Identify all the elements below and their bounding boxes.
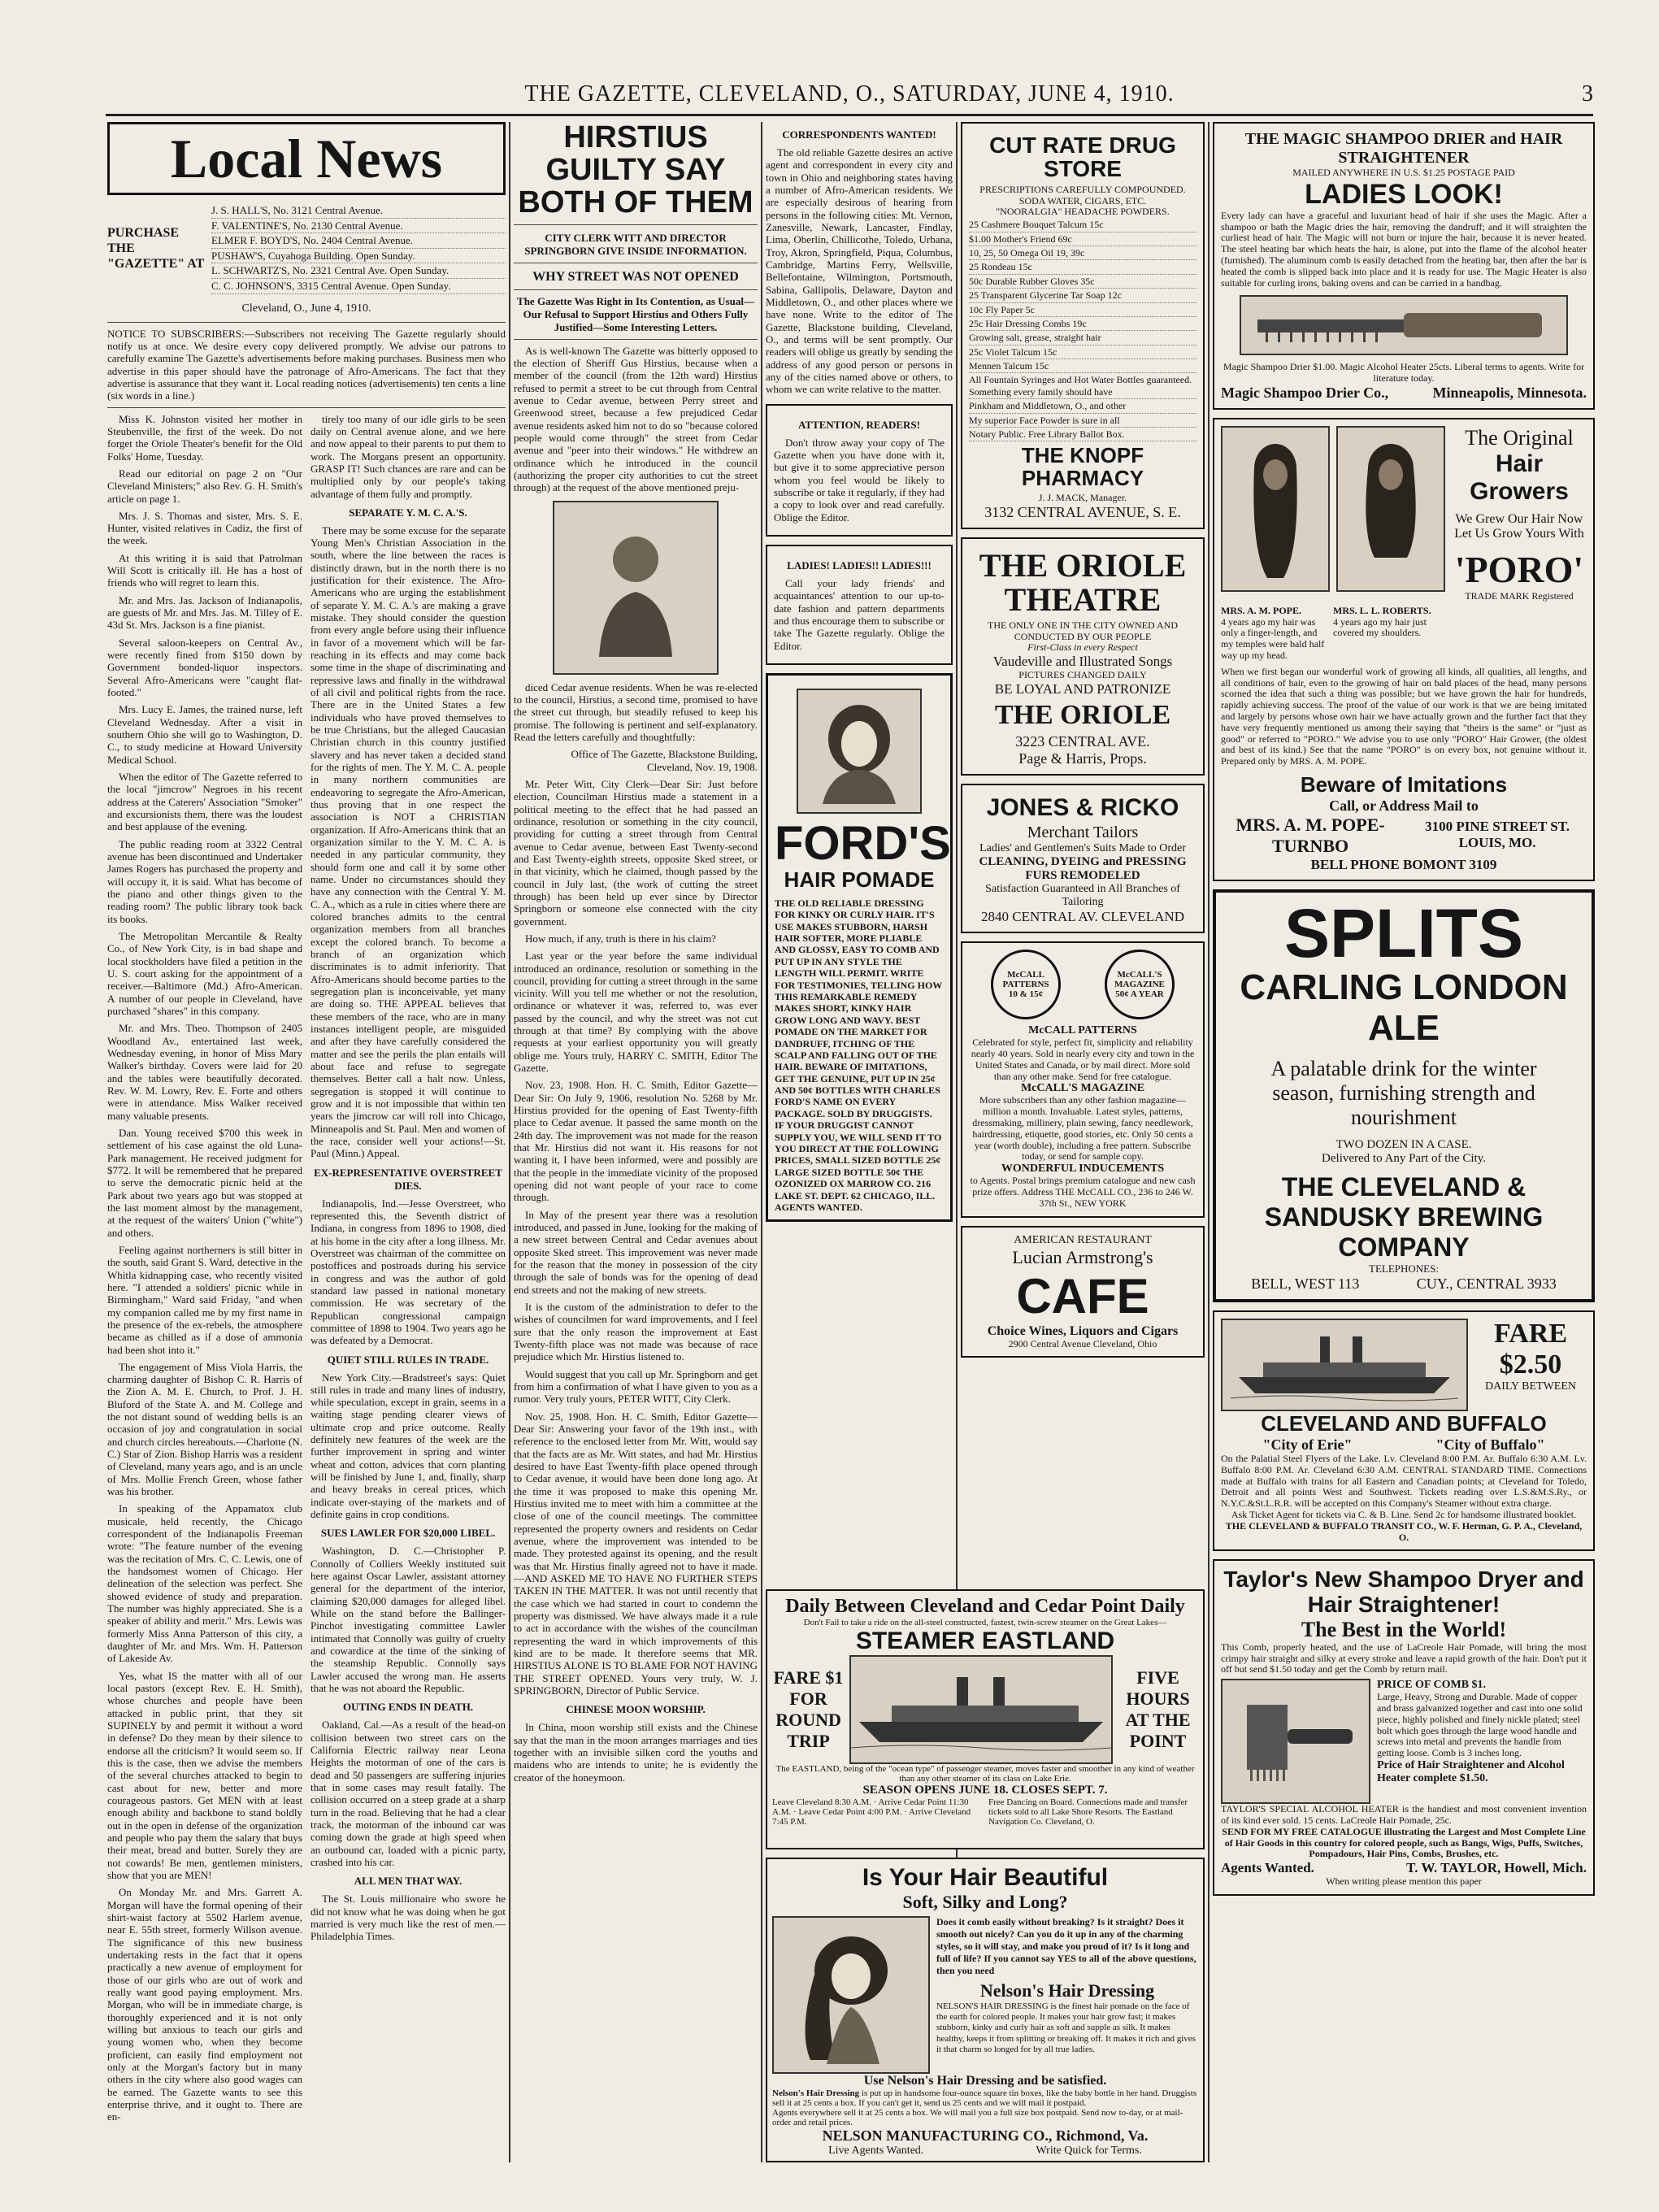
news-item: Mr. and Mrs. Theo. Thompson of 2405 Woodland Av., entertained last week, Wednesday evening, in honor of Miss Mary Walker's birthday. Covers were laid for 20 and the tables were beautifully decorated. Rev. W. M. Lowry, Rev. E. Forte and others were in attendance. Miss Walker received many valuable presents.: [107, 1022, 302, 1122]
poro-title-block: [1452, 426, 1587, 602]
cb-text: On the Palatial Steel Flyers of the Lake. Lv. Cleveland 8:00 P.M. Ar. Buffalo 6:30 A.M. Lv. Buffalo 8:00 P.M. Ar. Cleveland 6:30 A.M. CENTRAL STANDARD TIME. Connections made at Buffalo with trains for all Eastern and Canadian points; at Cleveland for Toledo, Detroit and all points West and Southwest. Tickets reading over L.S.&M.S.Ry., or N.Y.C.&St.L.R.R. will be accepted on this Company's Steamer without extra charge.: [1221, 1452, 1587, 1510]
section-heading: QUIET STILL RULES IN TRADE.: [327, 1353, 489, 1366]
news-item: Feeling against northerners is still bitter in the south, said Grant S. Ward, detective in the Whitla kidnapping case, who recently visited here. "I attended a soldiers' picnic while in Birmingham," Ward said Friday, "and when my companion called me by my first name in the presence of the ex-rebels, the atmosphere became as chilled as if a dose of ammonia had been shot into it.": [107, 1243, 302, 1356]
news-item: Miss K. Johnston visited her mother in Steubenville, the first of the week. Do not forget the Oriole Theater's benefit for the Old Folks' Home, Tuesday.: [107, 412, 302, 463]
comb-illustration: [1240, 295, 1568, 355]
correspondents-text: The old reliable Gazette desires an active agent and correspondent in every city and town in Ohio and neighboring states having a number of Afro-American residents. We are especially desirous of hearing from persons in the following cities: Mt. Vernon, Zanesville, Newark, Lancaster, Findlay, Lima, Oberlin, Chillicothe, Toledo, Urbana, Troy, Akron, Springfield, Piqua, Columbus, Cambridge, Martins Ferry, Wellsville, Bellefontaine, Wilmington, Portsmouth, Sabina, Gallipolis, Delaware, Dayton and Middletown, O., and other places where we have none. Write to the editor of The Gazette, Blackstone building, Cleveland, O., and terms will be sent promptly. Our readers will oblige us greatly by sending the address of any good person or persons in any of the cities named above or others, to whom we can write relative to the matter.: [766, 146, 953, 396]
masthead: [106, 81, 1593, 116]
fords-text: THE OLD RELIABLE DRESSING FOR KINKY OR CURLY HAIR. IT'S USE MAKES STUBBORN, HARSH HAIR SOFTER, MORE PLIABLE AND GLOSSY, EASY TO COMB AND PUT UP IN ANY STYLE THE LENGTH WILL PERMIT. WRITE FOR TESTIMONIES, TELLING HOW THIS REMARKABLE REMEDY MAKES SHORT, KINKY HAIR GROW LONG AND WAVY. BEST POMADE ON THE MARKET FOR DANDRUFF, ITCHING OF THE SCALP AND FALLING OUT OF THE HAIR. BEWARE OF IMITATIONS, GET THE GENUINE, PUT UP IN 25¢ AND 50¢ BOTTLES WITH CHARLES FORD'S NAME ON EVERY PACKAGE. SOLD BY DRUGGISTS. IF YOUR DRUGGIST CANNOT SUPPLY YOU, WE WILL SEND IT TO YOU DIRECT AT THE FOLLOWING PRICES, SMALL SIZED BOTTLE 25¢ LARGE SIZED BOTTLE 50¢ THE OZONIZED OX MARROW CO. 216 LAKE ST. DEPT. 62 CHICAGO, ILL. AGENTS WANTED.: [775, 897, 943, 1213]
news-item: Mrs. J. S. Thomas and sister, Mrs. S. E. Hunter, visited relatives in Cadiz, the first of the week.: [107, 509, 302, 547]
steamer-icon: [851, 1665, 1111, 1754]
splits-ad: [1213, 889, 1595, 1302]
price-item: 50c Durable Rubber Gloves 35c: [969, 275, 1196, 289]
taylor-text: This Comb, properly heated, and the use of LaCreole Hair Pomade, will bring the most crimpy hair straight and silky at every stroke and leave a rapid growth of the hair. Don't put it off but send $1.50 today and get the Comb by return mail.: [1221, 1641, 1587, 1675]
jones-line: Ladies' and Gentlemen's Suits Made to Order: [979, 842, 1186, 855]
divider: [514, 224, 758, 225]
article-text: Nov. 25, 1908. Hon. H. C. Smith, Editor Gazette—Dear Sir: Answering your favor of the 19th inst., with reference to the enclosed letter from Mr. Witt, would say that the facts are as Mr. Witt states, and had Mr. Hirstius desired to have East Twenty-fifth place opened through to Cedar avenue, it would have been done long ago. At the time it was proposed to make this opening Mr. Hirstius invited me to meet with him a committee at the close of one of the council meetings. The committee represented the property owners and residents on Cedar avenue, where the improvement was intended to be made. They protested against its opening, and the result was that Mr. Hirstius finally agreed not to have it made.—AND ASKED ME TO HAVE NO FURTHER STEPS TAKEN IN THE MATTER. It was not until recently that the case which we had started in court to condemn the property was dismissed. We have always made it a rule to act in accordance with the wishes of the councilman representing the ward in which improvements of this kind are to be made. It therefore seems that MR. HIRSTIUS ALONE IS TO BLAME FOR NOT HAVING THE STREET OPENED. Yours very truly, W. J. SPRINGBORN, Director of Public Service.: [514, 1410, 758, 1697]
divider: [107, 407, 506, 408]
divider: [514, 339, 758, 340]
column-rule: [761, 122, 762, 2162]
column-rule: [509, 122, 510, 2162]
ladies-box: [766, 545, 953, 665]
news-item: Mr. and Mrs. Jas. Jackson of Indianapolis, are guests of Mr. and Mrs. Jas. M. Tilley of E. 43d St. Mrs. Jackson is a fine pianist.: [107, 593, 302, 632]
oriole-sub: THE ONLY ONE IN THE CITY OWNED AND CONDUCTED BY OUR PEOPLE: [988, 619, 1178, 642]
article-text: As is well-known The Gazette was bitterly opposed to the election of Sheriff Gus Hirstius, because when a member of the council (from the 12th ward) Hirstius refused to permit a street to be cut through from Central avenue to Cedar avenue, between Perry street and Greenwood street, because a few prejudiced Cedar avenue residents asked him not to do so "because colored people would come through" the street from Cedar avenue and "peer into their windows." He withdrew an ordinance which he introduced in the council (authorizing the proper city authorities to cut the street through) at the request of the above mentioned preju-: [514, 344, 758, 494]
poro-photo-roberts: [1336, 426, 1445, 592]
article-text: Would suggest that you call up Mr. Springborn and get from him a confirmation of what I have given to you as a rumor. Very truly yours, PETER WITT, City Clerk.: [514, 1367, 758, 1406]
eastland-schedule-left: Leave Cleveland 8:30 A.M. · Arrive Cedar Point 11:30 A.M. · Leave Cedar Point 4:00 P.M. · Arrive Cleveland 7:45 P.M.: [772, 1797, 971, 1827]
news-item: The public reading room at 3322 Central avenue has been discontinued and Undertaker James Rogers has purchased the property and will occupy it, it is said. What has become of the piano and other things given to the reading room? The public library took back its books.: [107, 837, 302, 925]
price-item: 25 Transparent Glycerine Tar Soap 12c: [969, 289, 1196, 302]
splits-deliv: Delivered to Any Part of the City.: [1322, 1151, 1486, 1165]
local-news-title: Local News: [170, 128, 443, 189]
eastland-middle: [772, 1655, 1198, 1764]
cafe-sub: AMERICAN RESTAURANT: [1014, 1233, 1152, 1246]
eastland-ad: [766, 1589, 1205, 1849]
poro-call: Call, or Address Mail to: [1329, 797, 1479, 814]
oriole-address: 3223 CENTRAL AVE.: [1015, 732, 1150, 750]
woman-portrait-icon: [814, 698, 904, 804]
portrait-photo-icon: [587, 519, 684, 657]
drug-store-title: CUT RATE DRUG STORE: [989, 133, 1176, 182]
magic-footer: Magic Shampoo Drier $1.00. Magic Alcohol Heater 25cts. Liberal terms to agents. Write for literature today.: [1223, 361, 1585, 385]
taylor-name: T. W. TAYLOR, Howell, Mich.: [1406, 1860, 1587, 1876]
fords-ad: [766, 673, 953, 1223]
splits-tel: TELEPHONES:: [1369, 1262, 1439, 1275]
comb-icon: [1231, 1688, 1361, 1794]
news-item: When the editor of The Gazette referred to the local "jimcrow" Negroes in his recent address at the Caterers' Association "Smoker" and excursionists them, there was the loudest and best applause of the evening.: [107, 771, 302, 833]
article-text: In China, moon worship still exists and the Chinese say that the man in the moon arranges marriages and ties together with an invisible silken cord the youths and maidens who are intends to unite; he is evidently the creator of the honeymoon.: [514, 1721, 758, 1784]
masthead-title: THE GAZETTE, CLEVELAND, O., SATURDAY, JUNE 4, 1910.: [524, 81, 1175, 106]
taylor-comb: [1221, 1679, 1370, 1804]
headline: HIRSTIUS GUILTY SAY BOTH OF THEM: [518, 122, 753, 219]
article-text: Indianapolis, Ind.—Jesse Overstreet, who represented this, the Seventh district of Indiana, in congress from 1896 to 1908, died at his home in the city after a long illness. Mr. Overstreet was chairman of the committee on postoffices and postroads during his service in congress and was the author of gold standard law passed in national monetary commission. He was secretary of the Republican congressional campaign committee of 1898 to 1904. Two years ago he was defeated by a Democrat.: [311, 1197, 506, 1347]
oriole-title: THE ORIOLE THEATRE: [979, 546, 1187, 618]
article-text: diced Cedar avenue residents. When he was re-elected to the council, Hirstius, a second time, promised to have the street cut through, but steadily refused to keep his promise. The following is pertinent and self-explanatory. Read the letters carefully and thoughtfully:: [514, 680, 758, 743]
taylor-mention: When writing please mention this paper: [1326, 1875, 1482, 1888]
steamer-illustration: [1221, 1319, 1468, 1411]
price-item: $1.00 Mother's Friend 69c: [969, 232, 1196, 246]
column-hirstius: [514, 122, 758, 2162]
woman-hair-icon: [790, 1926, 912, 2064]
cleveland-buffalo-ad: [1213, 1310, 1595, 1551]
column-local-news: [107, 122, 506, 2162]
eastland-season: SEASON OPENS JUNE 18. CLOSES SEPT. 7.: [862, 1784, 1108, 1797]
deck: CITY CLERK WITT AND DIRECTOR SPRINGBORN GIVE INSIDE INFORMATION.: [524, 231, 747, 257]
news-item: Dan. Young received $700 this week in settlement of his case against the old Luna-Park management. He received judgment for $772. It will be remembered that he prepared to serve the democratic picnic held at the Park about two years ago but was stopped at the last moment almost by the management, at the request of the waiters' Union ("white") and others.: [107, 1126, 302, 1239]
cb-fare-block: [1474, 1319, 1587, 1411]
local-news-header: [107, 122, 506, 195]
poro-ad: [1213, 418, 1595, 881]
taylor-footer-row: [1221, 1860, 1587, 1876]
poro-phone: BELL PHONE BOMONT 3109: [1310, 856, 1497, 872]
price-item: 25 Cashmere Bouquet Talcum 15c: [969, 218, 1196, 232]
drug-price-list: [969, 218, 1196, 441]
nelsons-agents-line: Agents everywhere sell it at 25 cents a box. We will mail you a full size box postpaid. Send now to-day, or at mail-order and retail prices.: [772, 2108, 1183, 2127]
woman-photo-icon: [1235, 436, 1316, 582]
nelsons-head: Is Your Hair Beautiful: [862, 1864, 1109, 1891]
poro-text: When we first began our wonderful work of growing all kinds, all qualities, all lengths, and all conditions of hair, even to the growing of hair on bald places of the head, many persons scorned the idea that such a thing was possible; but we have grown the hair for hundreds, rapidly achieving success. The proof of the value of our work is that we are being imitated and largely by persons whose own hair we have actually grown and the further fact that they have very frequently mentioned us among their saying that "theirs is the same" or "just as good" or referred to "PORO." We advise you to use only "PORO" Hair Grower, (the oldest and best of its kind.) See that the name "PORO" is on every box, not genuine without it. Prepared only by MRS. A. M. POPE.: [1221, 665, 1587, 767]
jones-sub: Merchant Tailors: [1027, 824, 1139, 842]
splits-cuy: CUY., CENTRAL 3933: [1416, 1275, 1557, 1292]
jones-ricko-ad: [961, 784, 1205, 934]
eastland-schedule: [772, 1797, 1198, 1827]
article-text: How much, if any, truth is there in his claim?: [525, 932, 716, 945]
magic-company: Magic Shampoo Drier Co.,: [1221, 384, 1389, 401]
column-notices: [766, 122, 953, 2162]
cb-daily: DAILY BETWEEN: [1485, 1380, 1576, 1393]
eastland-ship-illustration: [849, 1655, 1113, 1764]
nelsons-body: [772, 1916, 1198, 2074]
article-text: It is the custom of the administration to defer to the wishes of councilmen for ward improvements, and I feel sure that the only reason the improvement at East Twenty-fifth place was not made was because of race prejudice which Mr. Hirstius listened to.: [514, 1301, 758, 1363]
splits-two: TWO DOZEN IN A CASE.: [1335, 1137, 1472, 1151]
nelsons-text2: is put up in handsome four-ounce square tin boxes, like the baby bottle in her hand. Druggists sell it at 25 cents a box. If you can't get it, send us 25 cents and we will mail it postpaid.: [772, 2088, 1197, 2108]
woman-photo-icon: [1350, 436, 1431, 582]
divider: [107, 322, 506, 323]
price-item: 10c Fly Paper 5c: [969, 303, 1196, 317]
attention-box: [766, 404, 953, 537]
splits-bell: BELL, WEST 113: [1251, 1275, 1360, 1292]
deck: WHY STREET WAS NOT OPENED: [532, 269, 739, 284]
cafe-line: Choice Wines, Liquors and Cigars: [987, 1323, 1179, 1338]
poro-address1: MRS. A. M. POPE-TURNBO: [1236, 814, 1385, 856]
eastland-sub: Don't Fail to take a ride on the all-steel constructed, fastest, twin-screw steamer on the Great Lakes—: [803, 1618, 1167, 1627]
local-news-col-a: [107, 413, 302, 2128]
jones-line: Satisfaction Guaranteed in All Branches of Tailoring: [985, 883, 1180, 909]
section-heading: EX-REPRESENTATIVE OVERSTREET DIES.: [314, 1166, 502, 1192]
cb-erie: "City of Erie": [1262, 1436, 1353, 1453]
purchase-place: J. S. HALL'S, No. 3121 Central Avenue.: [211, 203, 506, 219]
nelsons-name: Nelson's Hair Dressing: [979, 1980, 1155, 2001]
nelsons-sub: Soft, Silky and Long?: [902, 1892, 1068, 1912]
notice-text: NOTICE TO SUBSCRIBERS:—Subscribers not receiving The Gazette regularly should notify us at once. We desire every copy delivered promptly. We advise our patrons to carefully examine The Gazette's advertisements before making purchases. Business men who advertise in this paper should have the patronage of Afro-Americans. The fact that they advertise is assurance that they want it. Local reading notices (advertisements) ten cents a line (six words in a line.): [107, 327, 506, 402]
taylor-price2: Price of Hair Straightener and Alcohol Heater complete $1.50.: [1377, 1759, 1565, 1785]
eastland-schedule-right: Free Dancing on Board. Connections made and transfer tickets sold to all Lake Shore Resorts. The Eastland Navigation Co. Cleveland, O.: [988, 1797, 1188, 1827]
news-item: Several saloon-keepers on Central Av., were recently fined from $150 down by Government bonded-liquor inspectors. Several Afro-Americans were "caught flat-footed.": [107, 636, 302, 699]
taylor-agents: Agents Wanted.: [1221, 1860, 1314, 1876]
poro-head2: Hair Growers: [1470, 450, 1569, 505]
news-item: tirely too many of our idle girls to be seen daily on Central avenue alone, and we here and now appeal to their parents to put them to work. The Morgans present an opportunity. GRASP IT! Such chances are rare and can be multiplied only by our people's taking advantage of them fully and promptly.: [311, 412, 506, 500]
eastland-fare: FARE $1 FOR ROUND TRIP: [773, 1667, 844, 1751]
oriole-pictures: PICTURES CHANGED DAILY: [1018, 669, 1147, 681]
fords-product: HAIR POMADE: [784, 867, 935, 892]
purchase-place: C. C. JOHNSON'S, 3315 Central Avenue. Open Sunday.: [211, 279, 506, 294]
column-rule: [1208, 122, 1210, 2162]
poro-cap1: MRS. A. M. POPE.: [1221, 604, 1301, 616]
cafe-ad: [961, 1226, 1205, 1358]
page-number: 3: [1582, 81, 1593, 106]
woman-portrait: [797, 689, 922, 814]
article-text: There may be some excuse for the separate Young Men's Christian Association in the south, where the line between the races is distinctly drawn, but in the north there is no justification for their existence. The Afro-Americans who are urging the establishment of separate Y. M. C. A.'s are making a grave mistake. They should consider the question from every angle before using their influence in favor of a movement which will be far-reaching in its effects and may come back some time in the shape of discriminating and repressive laws and finally in the withdrawal of all civil and political rights from the race. There are in the United States a few individuals who have proved themselves to be true Christians, but the alleged Caucasian Christian church in this country justified slavery and has never taken a decided stand for the rights of men. The Y. M. C. A. people in many northern communities are endeavoring to segregate the Afro-American, thus proving that in one respect the association is NOT a CHRISTIAN organization. If Afro-Americans think that an organization similar to the Y. M. C. A. is needed in any particular community, they should form one and call it by some other name. Under no circumstances should they have any connection with the Central Y. M. C. A., which as a rule in cities where there are colored branches admits to the central organization members from all branches except the colored branch. To become a branch of an organization which discriminates is to admit inferiority. That Afro-Americans should become parties to the segregation plan is inconceivable, yet many are doing so. THE APPEAL believes that these members of the race, who are in many instances intelligent people, are misguided and after they have carefully considered the matter and see the perils the plan entails will about face and refuse to segregate themselves. Better call a halt now. Unless, segregation is stopped it will continue to grow and it is not impossible that within ten years the jimcrow car will roll into Chicago, Minneapolis and St. Paul. Men and women of the race, consider well your actions!—St. Paul (Minn.) Appeal.: [311, 524, 506, 1160]
taylor-heater: TAYLOR'S SPECIAL ALCOHOL HEATER is the handiest and most convenient invention of its kind ever sold. 15 cents. LaCreole Hair Pomade, 25c.: [1221, 1803, 1587, 1827]
mccall-heading: McCALL'S MAGAZINE: [1020, 1082, 1145, 1095]
cafe-owner: Lucian Armstrong's: [1012, 1246, 1153, 1267]
fords-name: FORD'S: [775, 816, 951, 870]
poro-line: We Grew Our Hair Now Let Us Grow Yours With: [1454, 511, 1584, 541]
mccall-badges: [969, 950, 1196, 1019]
poro-tm: TRADE MARK Registered: [1465, 589, 1574, 602]
eastland-caption: The EASTLAND, being of the "ocean type" of passenger steamer, moves faster and smoother in any kind of weather than any other steamer of its class on Lake Erie.: [775, 1764, 1195, 1784]
price-item: Mennen Talcum 15c: [969, 359, 1196, 373]
news-item: Mrs. Lucy E. James, the trained nurse, left Cleveland Wednesday. After a visit in southern Ohio she will go to Washington, D. C., to study medicine at Howard University Medical School.: [107, 703, 302, 766]
article-text: New York City.—Bradstreet's says: Quiet still rules in trade and many lines of industry, while speculation, except in grain, seems in a waiting stage pending clearer views of ultimate crop and price outcome. Really definitely new features of the week are the further improvement in spring and winter wheat and cotton, advices that corn planting will be finished by June 1, and, finally, sharp and heavy breaks in cereal prices, which indicate over-staying of the markets and of definite gains in crop conditions.: [311, 1371, 506, 1521]
news-item: In speaking of the Appamatox club musicale, held recently, the Chicago correspondent of the Indianapolis Freeman wrote: "The feature number of the evening was the recitation of Mrs. C. C. Lewis, one of the handsomest women of Chicago. Her delineation of the selection was perfect. She showed evidence of study and preparation. The number was highly appreciated. She is a speaker of ability and merit." Mrs. Lewis was formerly Miss Anna Patterson of this city, a daughter of Mr. and Mrs. Wm. H. Patterson of Lakeside Av.: [107, 1502, 302, 1665]
taylor-ad: [1213, 1559, 1595, 1896]
deck: The Gazette Was Right in Its Contention, as Usual—Our Refusal to Support Hirstius and Others Fully Justified—Some Interesting Letters.: [517, 294, 754, 333]
taylor-comb-row: [1221, 1679, 1587, 1804]
taylor-desc: Large, Heavy, Strong and Durable. Made of copper and brass galvanized together and cast into one solid piece, highly polished and finely nickle plated; steel bolt which goes through the large wood handle and screws into metal and prevents the handle from getting loose. Comb is 3 inches long.: [1377, 1691, 1583, 1759]
oriole-name: THE ORIOLE: [994, 700, 1171, 730]
drug-store-sub: "NOORALGIA" HEADACHE POWDERS.: [996, 206, 1170, 218]
price-item: All Fountain Syringes and Hot Water Bottles guaranteed. Something every family should have: [969, 373, 1196, 399]
purchase-place: F. VALENTINE'S, No. 2130 Central Avenue.: [211, 219, 506, 234]
taylor-title: Taylor's New Shampoo Dryer and Hair Straightener!: [1223, 1567, 1584, 1618]
mccall-magazine-badge: McCALL'S MAGAZINE 50¢ A YEAR: [1105, 950, 1175, 1019]
nelsons-company: NELSON MANUFACTURING CO., Richmond, Va.: [822, 2127, 1149, 2144]
news-item: The Metropolitan Mercantile & Realty Co., of New York City, is in bad shape and local stockholders have filed a petition in the U. S. court asking for the appointment of a receiver.—Baltimore (Md.) Afro-American. A number of our people in Cleveland, have purchased "shares" in this company.: [107, 930, 302, 1017]
poro-caption-roberts: [1333, 606, 1439, 662]
attention-heading: ATTENTION, READERS!: [797, 418, 920, 431]
magic-mailed: MAILED ANYWHERE IN U.S. $1.25 POSTAGE PAID: [1292, 167, 1515, 178]
ladies-heading: LADIES! LADIES!! LADIES!!!: [787, 558, 932, 571]
nelsons-use: Use Nelson's Hair Dressing and be satisfied.: [863, 2074, 1107, 2088]
section-heading: ALL MEN THAT WAY.: [354, 1875, 463, 1888]
drug-store-sub: PRESCRIPTIONS CAREFULLY COMPOUNDED.: [979, 183, 1186, 195]
article-text: Nov. 23, 1908. Hon. H. C. Smith, Editor Gazette—Dear Sir: On July 9, 1906, resolution No. 5268 by Mr. Hirstius provided for the opening of East Twenty-fifth place to Cedar avenue. It passed the same month on the 24th day. The improvement was not made for the reason that Mr. Hirstius did not want it. His reasons for not wanting it, I have been informed, were and possibly are that the people in the immediate vicinity of the proposed opening did not want people of your race to come through.: [514, 1079, 758, 1204]
news-item: On Monday Mr. and Mrs. Garrett A. Morgan will have the formal opening of their shirt-waist factory at 5502 Harlem avenue, near E. 55th street, formerly Willson avenue. The significance of this new business undertaking rests in the fact that it opens practically a new avenue of employment for those of our girls who are out of work and really want good paying employment. Mrs. Morgan, who will be in immediate charge, is thoroughly experienced and it is not only willing but anxious to teach our girls and young women who, when they become proficient, can easily find employment not only at the Morgan's factory but in many others in the city where also good wages can be earned. The Gazette wants to see this enterprise thrive, and it ought to. There are en-: [107, 1886, 302, 2123]
poro-head1: The Original: [1465, 425, 1574, 450]
magic-title: THE MAGIC SHAMPOO DRIER and HAIR STRAIGHTENER: [1244, 130, 1563, 167]
poro-address2: 3100 PINE STREET ST. LOUIS, MO.: [1425, 818, 1570, 850]
jones-title: JONES & RICKO: [986, 793, 1179, 821]
news-item: Yes, what IS the matter with all of our local pastors (except Rev. E. H. Smith), whose churches and people have been attacked in public print, that they sit SUPINELY by and permit it without a word in defense? Do they mean by their silence to endorse all the criticism? It would seem so. If this is the case, then we advise the members of the several churches attacked to begin to cast about for new, better and more courageous pastors. Get MEN with at least enough ability and backbone to stand boldly out in the open in defense of the organization and people who pay them the salary that buys their meat, bread and butter. Surely they are not cowards! Be men, gentlemen ministers, show that you are MEN!: [107, 1669, 302, 1881]
price-item: Pinkham and Middletown, O., and other: [969, 399, 1196, 413]
nelsons-name2: Nelson's Hair Dressing: [772, 2088, 860, 2098]
article-text: In May of the present year there was a resolution introduced, and passed in June, looking for the making of a new street between Central and Cedar avenues about opposite Sked street. This improvement was never made for the reason that the money in possession of the city through the sale of bonds was for the opening of dead end streets and not the making of new streets.: [514, 1208, 758, 1296]
nelsons-line2: [772, 2088, 1198, 2108]
poro-address-row: [1221, 815, 1587, 857]
news-item: At this writing it is said that Patrolman Will Scott is critically ill. He has a host of friends who will regret to learn this.: [107, 551, 302, 589]
cb-route: CLEVELAND AND BUFFALO: [1261, 1410, 1547, 1436]
cafe-address: 2900 Central Avenue Cleveland, Ohio: [1008, 1337, 1157, 1349]
cb-fare: FARE $2.50: [1493, 1318, 1568, 1380]
price-item: 25c Hair Dressing Combs 19c: [969, 317, 1196, 331]
price-item: 25c Violet Talcum 15c: [969, 345, 1196, 359]
splits-text: A palatable drink for the winter season, furnishing strength and nourishment: [1270, 1056, 1537, 1129]
oriole-first: First-Class in every Respect: [1027, 641, 1138, 654]
purchase-place: ELMER F. BOYD'S, No. 2404 Central Avenue.: [211, 233, 506, 249]
poro-cap2: MRS. L. L. ROBERTS.: [1333, 604, 1431, 616]
comb-icon: [1249, 305, 1558, 345]
cb-ships: [1221, 1436, 1587, 1454]
ladies-text: Call your lady friends' and acquaintances' attention to our up-to-date fashion and pattern departments and thus encourage them to subscribe or take The Gazette regularly. Oblige the Editor.: [774, 576, 945, 652]
oriole-theatre-ad: [961, 537, 1205, 776]
eastland-steamer: STEAMER EASTLAND: [855, 1627, 1115, 1654]
eastland-daily: Daily Between Cleveland and Cedar Point Daily: [785, 1596, 1185, 1617]
oriole-vaudeville: Vaudeville and Illustrated Songs: [992, 654, 1173, 670]
jones-address: 2840 CENTRAL AV. CLEVELAND: [981, 909, 1184, 925]
eastland-hours: FIVE HOURS AT THE POINT: [1125, 1667, 1191, 1751]
price-item: My superior Face Powder is sure in all: [969, 414, 1196, 428]
steamer-icon: [1231, 1328, 1458, 1402]
column-right-ads: [1213, 122, 1595, 2162]
nelsons-woman-illustration: [772, 1916, 930, 2074]
oriole-props: Page & Harris, Props.: [1018, 750, 1147, 767]
nelsons-agents: Live Agents Wanted.: [828, 2145, 924, 2157]
taylor-desc-block: [1377, 1679, 1587, 1804]
pharmacy-manager: J. J. MACK, Manager.: [1038, 492, 1127, 504]
mccall-heading: McCALL PATTERNS: [1028, 1024, 1137, 1037]
pharmacy-name: THE KNOPF PHARMACY: [1021, 443, 1144, 490]
purchase-place: L. SCHWARTZ'S, No. 2321 Central Ave. Open Sunday.: [211, 263, 506, 279]
local-news-body: [107, 413, 506, 2128]
cafe-name: CAFE: [1016, 1268, 1149, 1323]
splits-phones: [1223, 1275, 1585, 1293]
pharmacy-address: 3132 CENTRAL AVENUE, S. E.: [984, 503, 1181, 520]
jones-line: CLEANING, DYEING and PRESSING FURS REMODELED: [979, 855, 1187, 883]
local-news-col-b: [311, 413, 506, 2128]
price-item: 25 Rondeau 15c: [969, 260, 1196, 274]
article-text: Office of The Gazette, Blackstone Building, Cleveland, Nov. 19, 1908.: [571, 748, 758, 773]
poro-top: [1221, 426, 1587, 602]
nelsons-write: Write Quick for Terms.: [1036, 2145, 1142, 2157]
news-item: Read our editorial on page 2 on "Our Cleveland Ministers;" also Rev. G. H. Smith's article on page 1.: [107, 467, 302, 505]
portrait-photo: [553, 501, 719, 675]
purchase-label: PURCHASE THE "GAZETTE" AT: [107, 226, 205, 272]
poro-photo-pope: [1221, 426, 1330, 592]
splits-company: THE CLEVELAND & SANDUSKY BREWING COMPANY: [1264, 1171, 1544, 1262]
taylor-price: PRICE OF COMB $1.: [1377, 1679, 1487, 1692]
poro-captions: [1221, 606, 1587, 662]
column-ads: [961, 122, 1205, 2162]
oriole-loyal: BE LOYAL AND PATRONIZE: [994, 681, 1171, 697]
correspondents-heading: CORRESPONDENTS WANTED!: [782, 128, 936, 141]
mccall-pattern-badge: McCALL PATTERNS 10 & 15¢: [991, 950, 1061, 1019]
nelsons-text: NELSON'S HAIR DRESSING is the finest hair pomade on the face of the earth for colored people. It makes your hair grow fast; it makes stubborn, kinky and curly hair as soft and supple as silk. It makes healthy, keeps it from splitting or breaking off. It makes it rich and gives it that charm so longed for by all true ladies.: [936, 2001, 1196, 2054]
mccall-ad: [961, 941, 1205, 1217]
article-text: Last year or the year before the same individual introduced an ordinance, resolution or something in the council, providing for cutting a street through in the same vicinity. Will you tell me whether or not the resolution, ordinance or whatever it was, referred to, was ever passed by the council, and why the street was not cut through at that time? By complying with the above requests at your earliest opportunity you will greatly oblige me. Yours truly, HARRY C. SMITH, Editor The Gazette.: [514, 950, 758, 1075]
price-item: Growing salt, grease, straight hair: [969, 331, 1196, 345]
column-rule: [956, 122, 958, 2162]
nelsons-questions: Does it comb easily without breaking? Is it straight? Does it smooth out nicely? Can you do it up in any of the charming styles, so it will stay, and make you proud of it? Is it long and full of life? If you cannot say YES to all of the above questions, then you need: [936, 1916, 1196, 1976]
magic-company-row: [1221, 385, 1587, 402]
mccall-text: Celebrated for style, perfect fit, simplicity and reliability nearly 40 years. Sold in nearly every city and town in the United States and Canada, or by mail direct. More sold than any other make. Send for free catalogue.: [971, 1036, 1195, 1082]
news-item: The engagement of Miss Viola Harris, the charming daughter of Bishop C. R. Harris of the Zion A. M. E. Church, to Prof. J. H. Bluford of the State A. and M. College and the not distant sound of wedding bells is an occasion of joy and congratulation in social and church circles hereabouts.—Charlotte (N. C.) Star of Zion. Bishop Harris was a resident of Cleveland, many years ago, and is an uncle of Mrs. Mollie French Green, whose father was his brother.: [107, 1360, 302, 1498]
poro-name: 'PORO': [1454, 548, 1584, 590]
purchase-places: [211, 203, 506, 294]
mccall-text: More subscribers than any other fashion magazine—million a month. Invaluable. Latest styles, patterns, dressmaking, millinery, plain sewing, fancy needlework, hairdressing, etiquette, good stories, etc. Only 50 cents a year (worth double), including a free pattern. Subscribe today, or send for sample copy.: [972, 1094, 1193, 1162]
drug-store-ad: [961, 122, 1205, 529]
section-heading: SEPARATE Y. M. C. A.'S.: [349, 506, 467, 519]
section-heading: OUTING ENDS IN DEATH.: [342, 1701, 474, 1714]
price-item: 10, 25, 50 Omega Oil 19, 39c: [969, 246, 1196, 260]
mccall-text: to Agents. Postal brings premium catalogue and new cash prize offers. Address THE McCALL CO., 236 to 246 W. 37th St., NEW YORK: [970, 1175, 1196, 1209]
taylor-best: The Best in the World!: [1301, 1617, 1507, 1641]
splits-title: SPLITS: [1283, 894, 1524, 971]
cb-company: THE CLEVELAND & BUFFALO TRANSIT CO., W. F. Herman, G. P. A., Cleveland, O.: [1225, 1519, 1583, 1543]
mccall-heading: WONDERFUL INDUCEMENTS: [1001, 1162, 1165, 1176]
drug-store-sub: SODA WATER, CIGARS, ETC.: [1018, 194, 1147, 206]
dateline: Cleveland, O., June 4, 1910.: [241, 302, 371, 315]
price-item: Notary Public. Free Library Ballot Box.: [969, 428, 1196, 441]
section-heading: CHINESE MOON WORSHIP.: [566, 1703, 706, 1716]
splits-sub: CARLING LONDON ALE: [1240, 967, 1568, 1048]
attention-text: Don't throw away your copy of The Gazette when you have done with it, but give it to some appreciative person whom you feel would be likely to subscribe or take it regularly, if they had a copy to look over and read carefully. Oblige the Editor.: [774, 436, 945, 524]
section-heading: SUES LAWLER FOR $20,000 LIBEL.: [320, 1527, 496, 1540]
taylor-send: SEND FOR MY FREE CATALOGUE illustrating the Largest and Most Complete Line of Hair Goods in this country for colored people, such as Bangs, Wigs, Puffs, Switches, Pompadours, Hair Pins, Combs, Brushes, etc.: [1222, 1825, 1586, 1860]
nelsons-footer: [772, 2145, 1198, 2158]
poro-caption-pope: [1221, 606, 1327, 662]
poro-text1: 4 years ago my hair was only a finger-length, and my temples were bald half way up my head.: [1221, 615, 1325, 661]
cb-buffalo: "City of Buffalo": [1435, 1436, 1545, 1453]
purchase-place: PUSHAW'S, Cuyahoga Building. Open Sunday.: [211, 249, 506, 264]
article-text: Mr. Peter Witt, City Clerk—Dear Sir: Just before election, Councilman Hirstius made a statement in a political meeting to the effect that he had passed an ordinance, resolution or something in the city council, providing for cutting a street through from Central avenue to Cedar avenue, between East Twenty-second and East Twenty-eighth streets, opposite Sked street, or in that vicinity, which he claimed, though passed by the council in July last, (the work of cutting the street through) has been held up ever since by Director Springborn or someone else connected with the city government.: [514, 777, 758, 928]
magic-ladies: LADIES LOOK!: [1305, 178, 1503, 210]
purchase-box: [107, 203, 506, 294]
magic-shampoo-ad: [1213, 122, 1595, 410]
article-text: The St. Louis millionaire who swore he did not know what he was doing when he got married is very much like the rest of men.—Philadelphia Times.: [311, 1893, 506, 1943]
nelsons-ad: [766, 1858, 1205, 2162]
divider: [514, 289, 758, 290]
article-text: Oakland, Cal.—As a result of the head-on collision between two street cars on the California Electric railway near Leona Heights the motorman of one of the cars is dead and 50 passengers are suffering injuries that in some cases may result fatally. The collision occurred on a steep grade at a sharp turn in the road. Believing that he had a clear track, the motorman of the inbound car was coming down the grade at high speed when an outbound car, loaded with a picnic party, crashed into his car.: [311, 1719, 506, 1868]
magic-text: Every lady can have a graceful and luxuriant head of hair if she uses the Magic. After a shampoo or bath the Magic dries the hair, removing the dandruff; and it will straighten the curliest head of hair. The Magic will not burn or injure the hair, because it is never heated. The steel heating bar which heats the hair, is alone, put into the flame of the alcohol heater (furnished). The aluminum comb is easily detached from the heating bar, then after the bar is heated the comb is slipped back into place and it is ready for use. The Magic Heater is also suitable for curling irons, baking ovens and can be carried in a handbag.: [1221, 209, 1587, 289]
nelsons-right: [936, 1916, 1198, 2074]
cb-ask: Ask Ticket Agent for tickets via C. & B. Line. Send 2c for handsome illustrated booklet.: [1231, 1508, 1577, 1520]
cb-top: [1221, 1319, 1587, 1411]
poro-text2: 4 years ago my hair just covered my shoulders.: [1333, 615, 1427, 639]
poro-beware: Beware of Imitations: [1300, 771, 1508, 797]
article-text: Washington, D. C.—Christopher P. Connolly of Colliers Weekly instituted suit here against Oscar Lawler, assistant attorney general for the department of the interior, claiming $20,000 damages for alleged libel. While on the stand before the Ballinger-Pinchot investigating committee Lawler intimated that Connolly was guilty of cruelty and cowardice at the time of the sinking of the steamship Republic. Connolly says Lawler accused the wrong man. He asserts that he was not aboard the Republic.: [311, 1545, 506, 1695]
magic-city: Minneapolis, Minnesota.: [1432, 384, 1587, 401]
